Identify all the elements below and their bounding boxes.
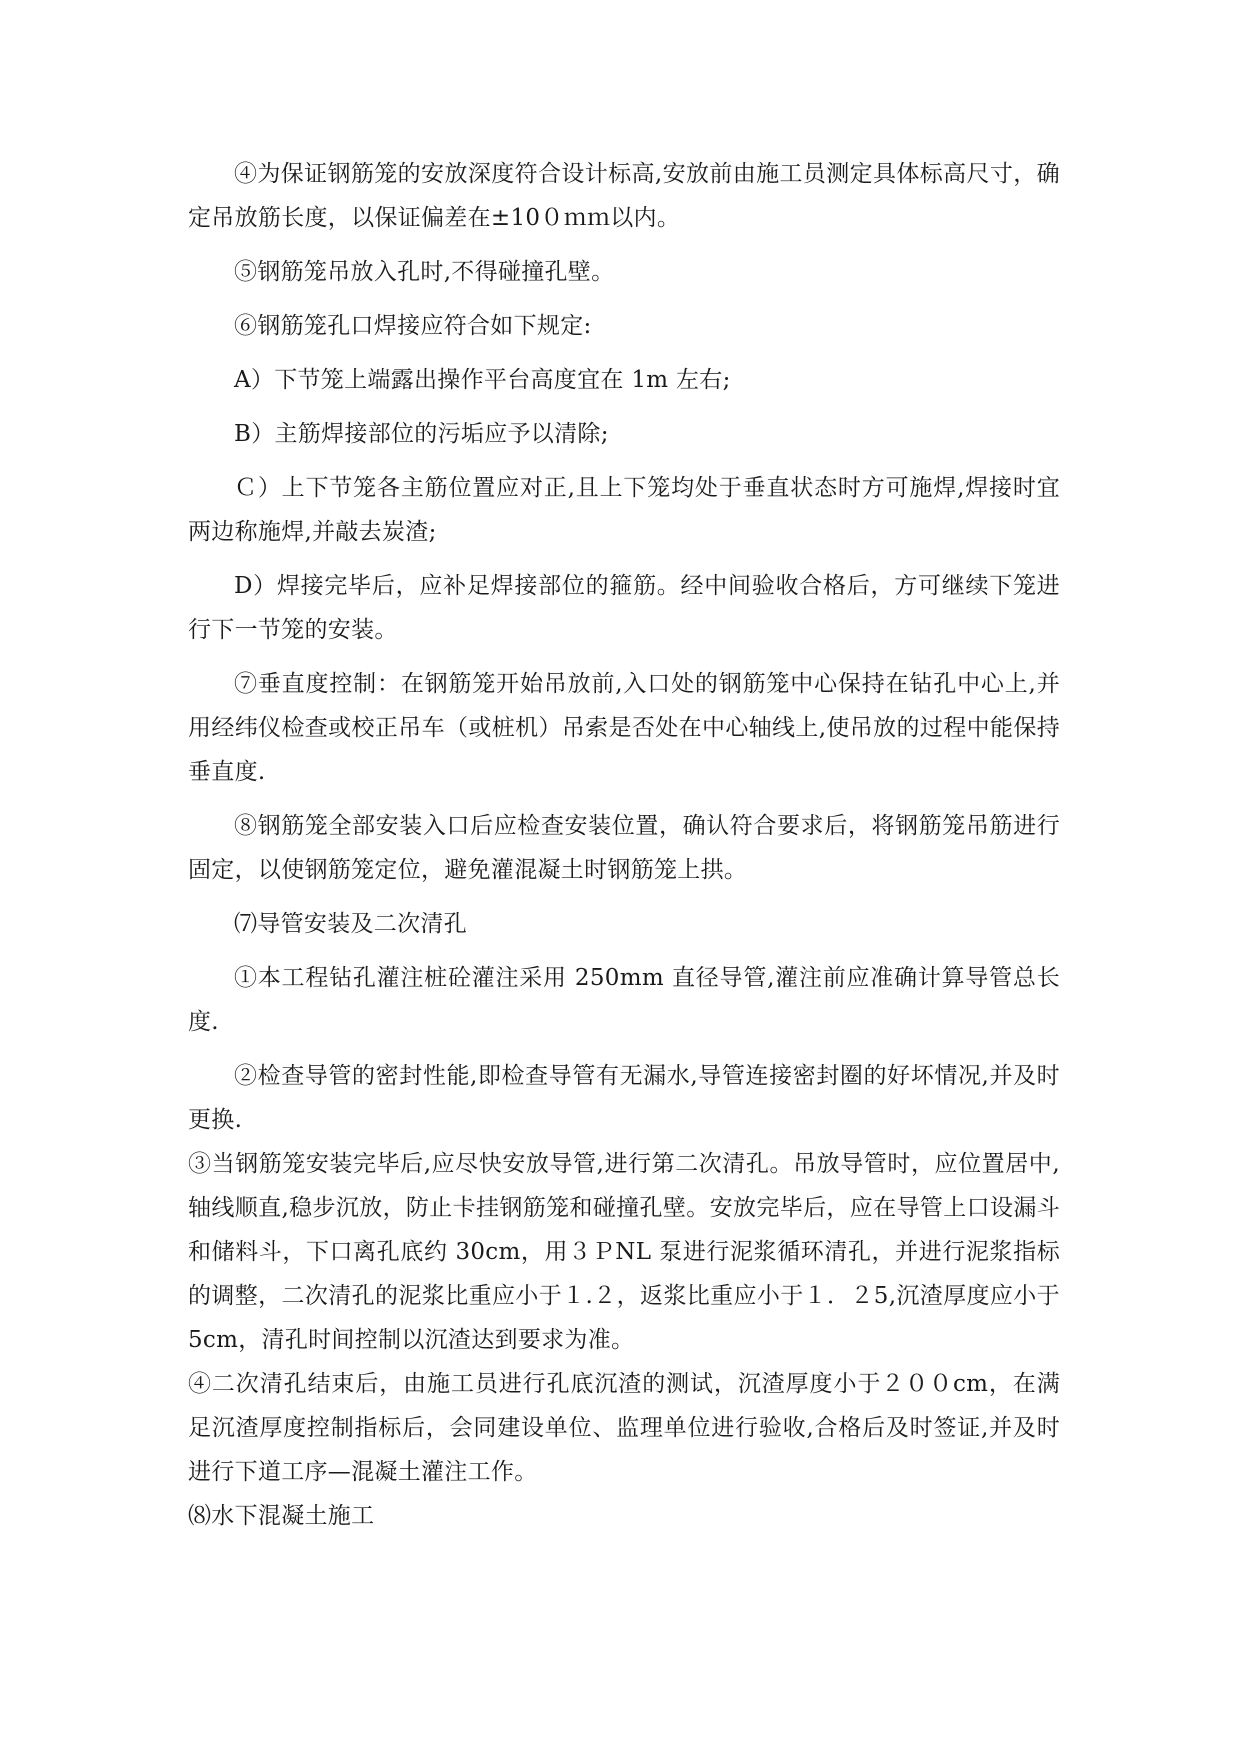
document-page [188, 152, 1060, 1538]
paragraph-rule-c: Ｃ）上下节笼各主筋位置应对正,且上下笼均处于垂直状态时方可施焊,焊接时宜两边称施焊,并敲去炭渣; [188, 475, 1060, 545]
section-heading-8: ⑻水下混凝土施工 [188, 1503, 375, 1529]
paragraph-verticality: ⑦垂直度控制：在钢筋笼开始吊放前,入口处的钢筋笼中心保持在钻孔中心上,并用经纬仪检查或校正吊车（或桩机）吊索是否处在中心轴线上,使吊放的过程中能保持垂直度. [188, 671, 1060, 785]
paragraph-cage-depth: ④为保证钢筋笼的安放深度符合设计标高,安放前由施工员测定具体标高尺寸，确定吊放筋长度，以保证偏差在±10０ｍｍ以内。 [188, 161, 1060, 231]
paragraph-seal-check: ②检查导管的密封性能,即检查导管有无漏水,导管连接密封圈的好坏情况,并及时更换. [188, 1063, 1060, 1133]
paragraph-rule-d: D）焊接完毕后，应补足焊接部位的箍筋。经中间验收合格后，方可继续下笼进行下一节笼的安装。 [188, 573, 1060, 643]
paragraph-second-cleaning: ③当钢筋笼安装完毕后,应尽快安放导管,进行第二次清孔。吊放导管时，应位置居中,轴线顺直,稳步沉放，防止卡挂钢筋笼和碰撞孔壁。安放完毕后，应在导管上口设漏斗和储料斗，下口离孔底约 30cm，用３ＰNL 泵进行泥浆循环清孔，并进行泥浆指标的调整，二次清孔的泥浆比重应小于１.２，返浆比重应小于１．２5,沉渣厚度应小于 5cm，清孔时间控制以沉渣达到要求为准。 [188, 1151, 1060, 1353]
paragraph-welding-rules: ⑥钢筋笼孔口焊接应符合如下规定: [234, 313, 592, 339]
paragraph-rule-b: B）主筋焊接部位的污垢应予以清除; [234, 421, 609, 447]
paragraph-no-collision: ⑤钢筋笼吊放入孔时,不得碰撞孔壁。 [234, 259, 615, 285]
paragraph-fixing: ⑧钢筋笼全部安装入口后应检查安装位置，确认符合要求后，将钢筋笼吊筋进行固定，以使钢筋笼定位，避免灌混凝土时钢筋笼上拱。 [188, 813, 1060, 883]
section-heading-7: ⑺导管安装及二次清孔 [234, 911, 467, 937]
paragraph-sediment-test: ④二次清孔结束后，由施工员进行孔底沉渣的测试，沉渣厚度小于２００cm，在满足沉渣厚度控制指标后，会同建设单位、监理单位进行验收,合格后及时签证,并及时进行下道工序—混凝土灌注工作。 [188, 1371, 1060, 1485]
paragraph-pipe-diameter: ①本工程钻孔灌注桩砼灌注采用 250mm 直径导管,灌注前应准确计算导管总长度. [188, 965, 1060, 1035]
paragraph-rule-a: A）下节笼上端露出操作平台高度宜在 1m 左右; [234, 367, 731, 393]
